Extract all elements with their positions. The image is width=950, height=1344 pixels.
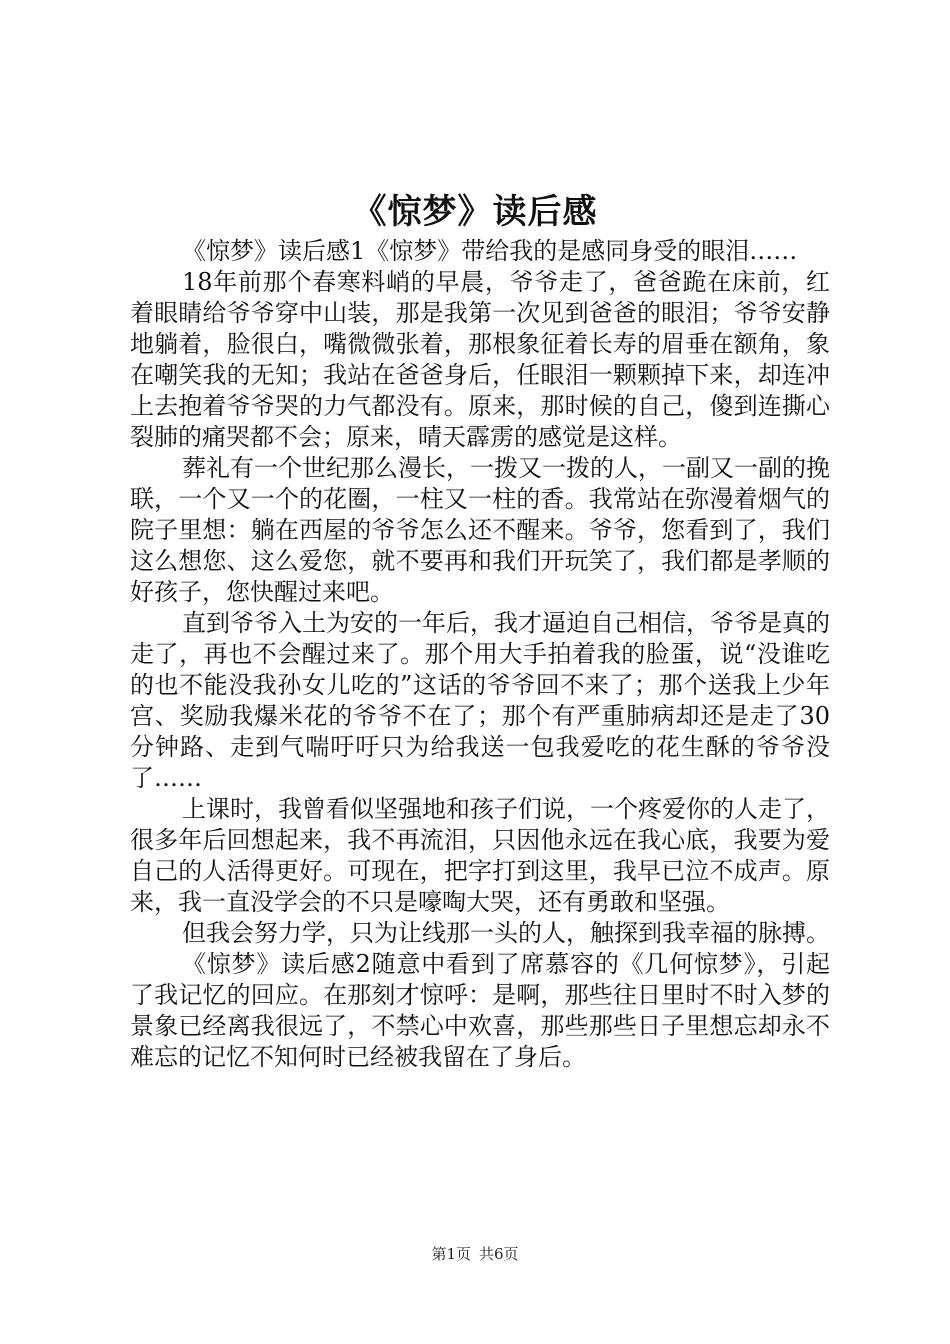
page-title: 《惊梦》读后感 bbox=[352, 192, 598, 232]
document-body bbox=[130, 236, 830, 1073]
page-number: 第1页 bbox=[431, 1245, 471, 1263]
paragraph: 上课时，我曾看似坚强地和孩子们说，一个疼爱你的人走了，很多年后回想起来，我不再流泪，只因他永远在我心底，我要为爱自己的人活得更好。可现在，把字打到这里，我早已泣不成声。原来，我一直没学会的不只是嚎啕大哭，还有勇敢和坚强。 bbox=[130, 795, 830, 916]
paragraph: 18年前那个春寒料峭的早晨，爷爷走了，爸爸跪在床前，红着眼睛给爷爷穿中山装，那是我第一次见到爸爸的眼泪；爷爷安静地躺着，脸很白，嘴微微张着，那根象征着长寿的眉垂在额角，象在嘲笑我的无知；我站在爸爸身后，任眼泪一颗颗掉下来，却连冲上去抱着爷爷哭的力气都没有。原来，那时候的自己，傻到连撕心裂肺的痛哭都不会；原来，晴天霹雳的感觉是这样。 bbox=[130, 268, 830, 451]
page-footer bbox=[0, 1243, 950, 1264]
paragraph: 直到爷爷入土为安的一年后，我才逼迫自己相信，爷爷是真的走了，再也不会醒过来了。那个用大手拍着我的脸蛋，说“没谁吃的也不能没我孙女儿吃的”这话的爷爷回不来了；那个送我上少年宫、奖励我爆米花的爷爷不在了；那个有严重肺病却还是走了30分钟路、走到气喘吁吁只为给我送一包我爱吃的花生酥的爷爷没了…… bbox=[130, 609, 830, 792]
paragraph: 《惊梦》读后感1《惊梦》带给我的是感同身受的眼泪…… bbox=[182, 237, 798, 265]
paragraph: 《惊梦》读后感2随意中看到了席慕容的《几何惊梦》，引起了我记忆的回应。在那刻才惊呼：是啊，那些往日里时不时入梦的景象已经离我很远了，不禁心中欢喜，那些那些日子里想忘却永不难忘的记忆不知何时已经被我留在了身后。 bbox=[130, 950, 830, 1071]
paragraph: 但我会努力学，只为让线那一头的人，触探到我幸福的脉搏。 bbox=[182, 919, 830, 947]
page-total: 共6页 bbox=[479, 1245, 519, 1263]
paragraph: 葬礼有一个世纪那么漫长，一拨又一拨的人，一副又一副的挽联，一个又一个的花圈，一柱又一柱的香。我常站在弥漫着烟气的院子里想：躺在西屋的爷爷怎么还不醒来。爷爷，您看到了，我们这么想您、这么爱您，就不要再和我们开玩笑了，我们都是孝顺的好孩子，您快醒过来吧。 bbox=[130, 454, 830, 606]
